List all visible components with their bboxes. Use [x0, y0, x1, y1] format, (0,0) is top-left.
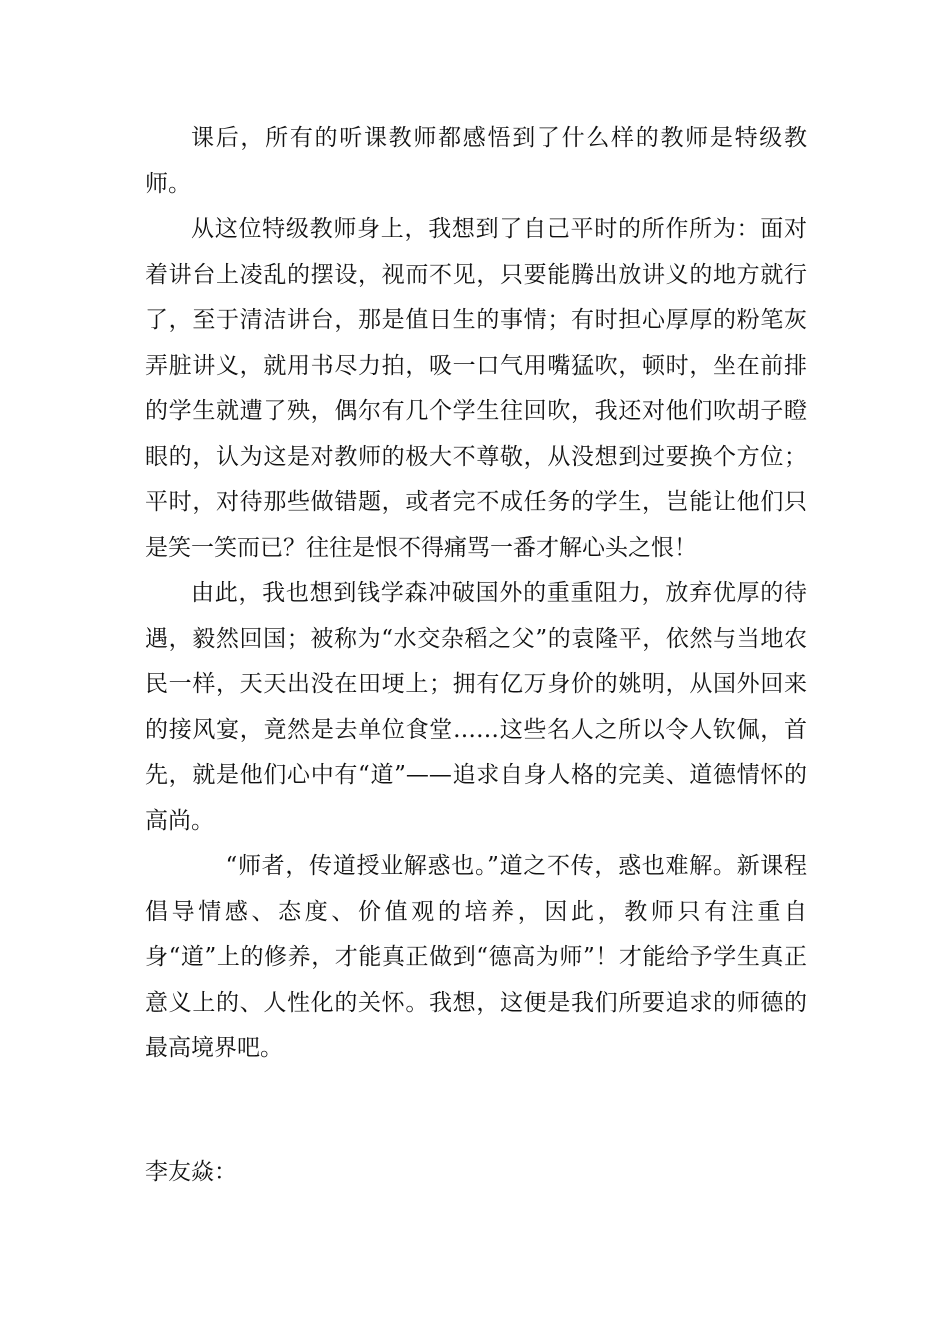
document-body	[145, 116, 807, 1072]
paragraph-3: 由此，我也想到钱学森冲破国外的重重阻力，放弃优厚的待遇，毅然回国；被称为“水交杂稻之父”的袁隆平，依然与当地农民一样，天天出没在田埂上；拥有亿万身价的姚明，从国外回来的接风宴，竟然是去单位食堂……这些名人之所以令人钦佩，首先，就是他们心中有“道”——追求自身人格的完美、道德情怀的高尚。	[145, 580, 807, 834]
paragraph-4: “师者，传道授业解惑也。”道之不传，惑也难解。新课程倡导情感、态度、价值观的培养，因此，教师只有注重自身“道”上的修养，才能真正做到“德高为师”！才能给予学生真正意义上的、人性化的关怀。我想，这便是我们所要追求的师德的最高境界吧。	[145, 853, 807, 1061]
paragraph-2: 从这位特级教师身上，我想到了自己平时的所作所为：面对着讲台上凌乱的摆设，视而不见，只要能腾出放讲义的地方就行了，至于清洁讲台，那是值日生的事情；有时担心厚厚的粉笔灰弄脏讲义，就用书尽力拍，吸一口气用嘴猛吹，顿时，坐在前排的学生就遭了殃，偶尔有几个学生往回吹，我还对他们吹胡子瞪眼的，认为这是对教师的极大不尊敬，从没想到过要换个方位；平时，对待那些做错题，或者完不成任务的学生，岂能让他们只是笑一笑而已？往往是恨不得痛骂一番才解心头之恨！	[145, 216, 807, 561]
paragraph-1: 课后，所有的听课教师都感悟到了什么样的教师是特级教师。	[145, 125, 807, 197]
author-signature: 李友焱：	[145, 1159, 237, 1185]
